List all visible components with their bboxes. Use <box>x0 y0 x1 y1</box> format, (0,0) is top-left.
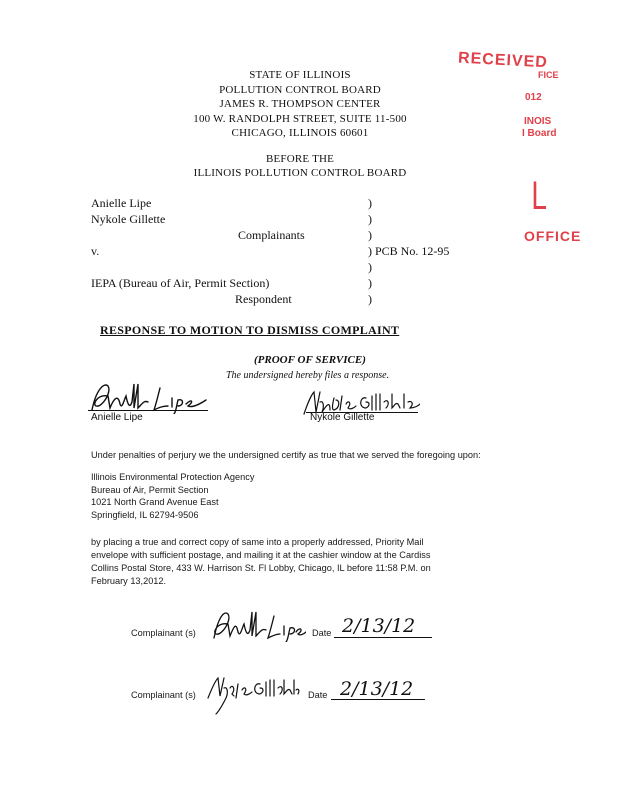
signature-1 <box>88 380 218 414</box>
stamp-received-text: RECEIVED <box>457 49 549 72</box>
caption-respondent-name: IEPA (Bureau of Air, Permit Section) <box>91 276 270 290</box>
header-before: BEFORE THE <box>265 152 335 165</box>
recipient-line-3: 1021 North Grand Avenue East <box>91 497 219 507</box>
signature-anielle-script <box>88 380 218 414</box>
header-line-city: CHICAGO, ILLINOIS 60601 <box>231 127 369 139</box>
caption-versus: v. <box>91 244 100 258</box>
complainant-row-1-date-label: Date <box>312 628 332 638</box>
recipient-line-4: Springfield, IL 62794-9506 <box>91 509 199 520</box>
header-line-center: JAMES R. THOMPSON CENTER <box>219 98 381 110</box>
service-paragraph <box>91 536 431 588</box>
stamp-board-fragment: I Board <box>522 128 557 139</box>
caption-complainant-1: Anielle Lipe <box>91 196 152 210</box>
service-line-1: by placing a true and correct copy of same into a properly addressed, Priority Mail <box>91 537 424 547</box>
recipient-line-1: Illinois Environmental Protection Agency <box>91 472 255 482</box>
complainant-row-1-date-line <box>334 637 432 638</box>
service-line-4: February 13,2012. <box>91 576 167 586</box>
complainant-row-1-label: Complainant (s) <box>131 628 196 638</box>
complainant-row-2-label: Complainant (s) <box>131 690 196 700</box>
signature-1-line <box>88 410 208 411</box>
header-line-state: STATE OF ILLINOIS <box>249 69 351 81</box>
proof-of-service-heading: (PROOF OF SERVICE) <box>254 354 366 366</box>
hereby-statement: The undersigned hereby files a response. <box>226 370 390 381</box>
service-line-3: Collins Postal Store, 433 W. Harrison St. Fl Lobby, Chicago, IL before 11:58 P.M. on <box>91 563 431 573</box>
row-2-signature-script <box>204 676 300 716</box>
complainant-row-2-date-label: Date <box>308 690 328 700</box>
complainant-row-1-signature <box>210 608 306 642</box>
signer-2-name: Nykole Gillette <box>310 412 375 423</box>
caption-paren-7: ) <box>368 292 372 306</box>
caption-paren-2: ) <box>368 212 372 226</box>
stamp-letter-fragment: L <box>531 174 547 218</box>
document-header <box>170 68 430 181</box>
signer-1-name: Anielle Lipe <box>91 412 143 423</box>
caption-paren-3: ) <box>368 228 372 242</box>
stamp-state-fragment: INOIS <box>524 116 552 127</box>
recipient-line-2: Bureau of Air, Permit Section <box>91 484 209 495</box>
certify-statement: Under penalties of perjury we the undersigned certify as true that we served the foregoing upon: <box>91 450 481 460</box>
complainant-row-2-date-value: 2/13/12 <box>340 678 414 700</box>
complainant-row-2-signature <box>204 676 300 716</box>
header-line-board: POLLUTION CONTROL BOARD <box>219 83 381 96</box>
caption-respondent-label: Respondent <box>235 292 292 306</box>
caption-paren-5: ) <box>368 260 372 274</box>
caption-paren-6: ) <box>368 276 372 290</box>
stamp-office-fragment: FICE <box>538 70 559 80</box>
service-line-2: envelope with sufficient postage, and mailing it at the cashier window at the Cardiss <box>91 550 431 560</box>
caption-paren-1: ) <box>368 196 372 210</box>
caption-complainant-2: Nykole Gillette <box>91 212 166 226</box>
document-title: RESPONSE TO MOTION TO DISMISS COMPLAINT <box>100 323 400 337</box>
caption-case-number: ) PCB No. 12-95 <box>368 244 450 258</box>
received-stamp <box>457 49 619 252</box>
header-ipcb: ILLINOIS POLLUTION CONTROL BOARD <box>193 167 407 179</box>
header-line-street: 100 W. RANDOLPH STREET, SUITE 11-500 <box>193 112 407 125</box>
stamp-year-fragment: 012 <box>525 92 542 103</box>
row-1-signature-script <box>210 608 306 642</box>
recipient-address <box>91 471 254 521</box>
complainant-row-1-date-value: 2/13/12 <box>342 615 416 637</box>
stamp-office2-fragment: OFFICE <box>524 228 582 244</box>
caption-complainants-label: Complainants <box>238 228 305 242</box>
